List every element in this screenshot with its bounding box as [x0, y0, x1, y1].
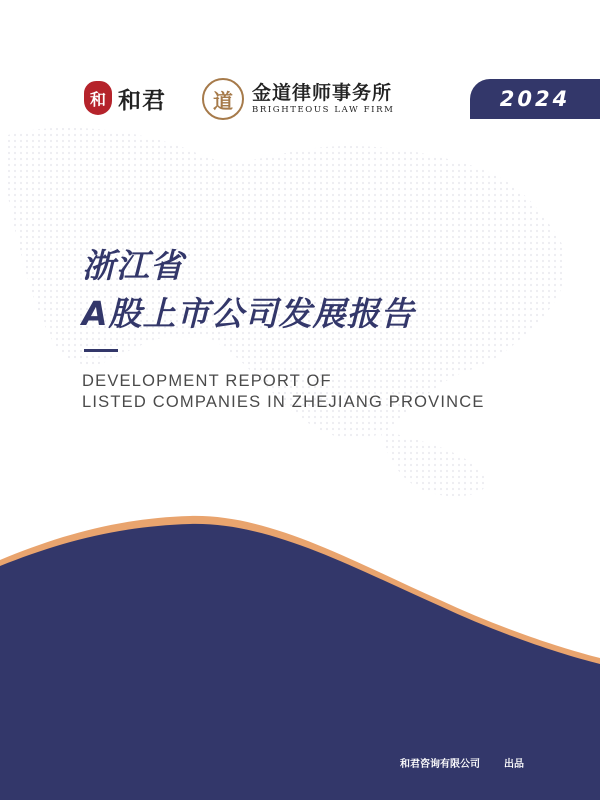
jindao-emblem-icon: 道: [202, 78, 244, 120]
jindao-name-en: BRIGHTEOUS LAW FIRM: [252, 105, 395, 115]
report-title-line1: 浙江省: [82, 246, 184, 285]
jindao-name-cn: 金道律师事务所: [252, 82, 393, 104]
hejun-seal-icon: 和: [84, 81, 112, 115]
publisher-name: 和君咨询有限公司: [400, 759, 480, 770]
english-title-line1: DEVELOPMENT REPORT OF: [82, 372, 332, 390]
year-badge: 2024: [470, 79, 600, 119]
publisher-credit: [400, 755, 524, 770]
report-title-line2: A股上市公司发展报告: [82, 294, 415, 333]
publish-label: 出品: [504, 759, 524, 770]
english-title-line2: LISTED COMPANIES IN ZHEJIANG PROVINCE: [82, 393, 485, 411]
hejun-name: 和君: [118, 87, 166, 114]
